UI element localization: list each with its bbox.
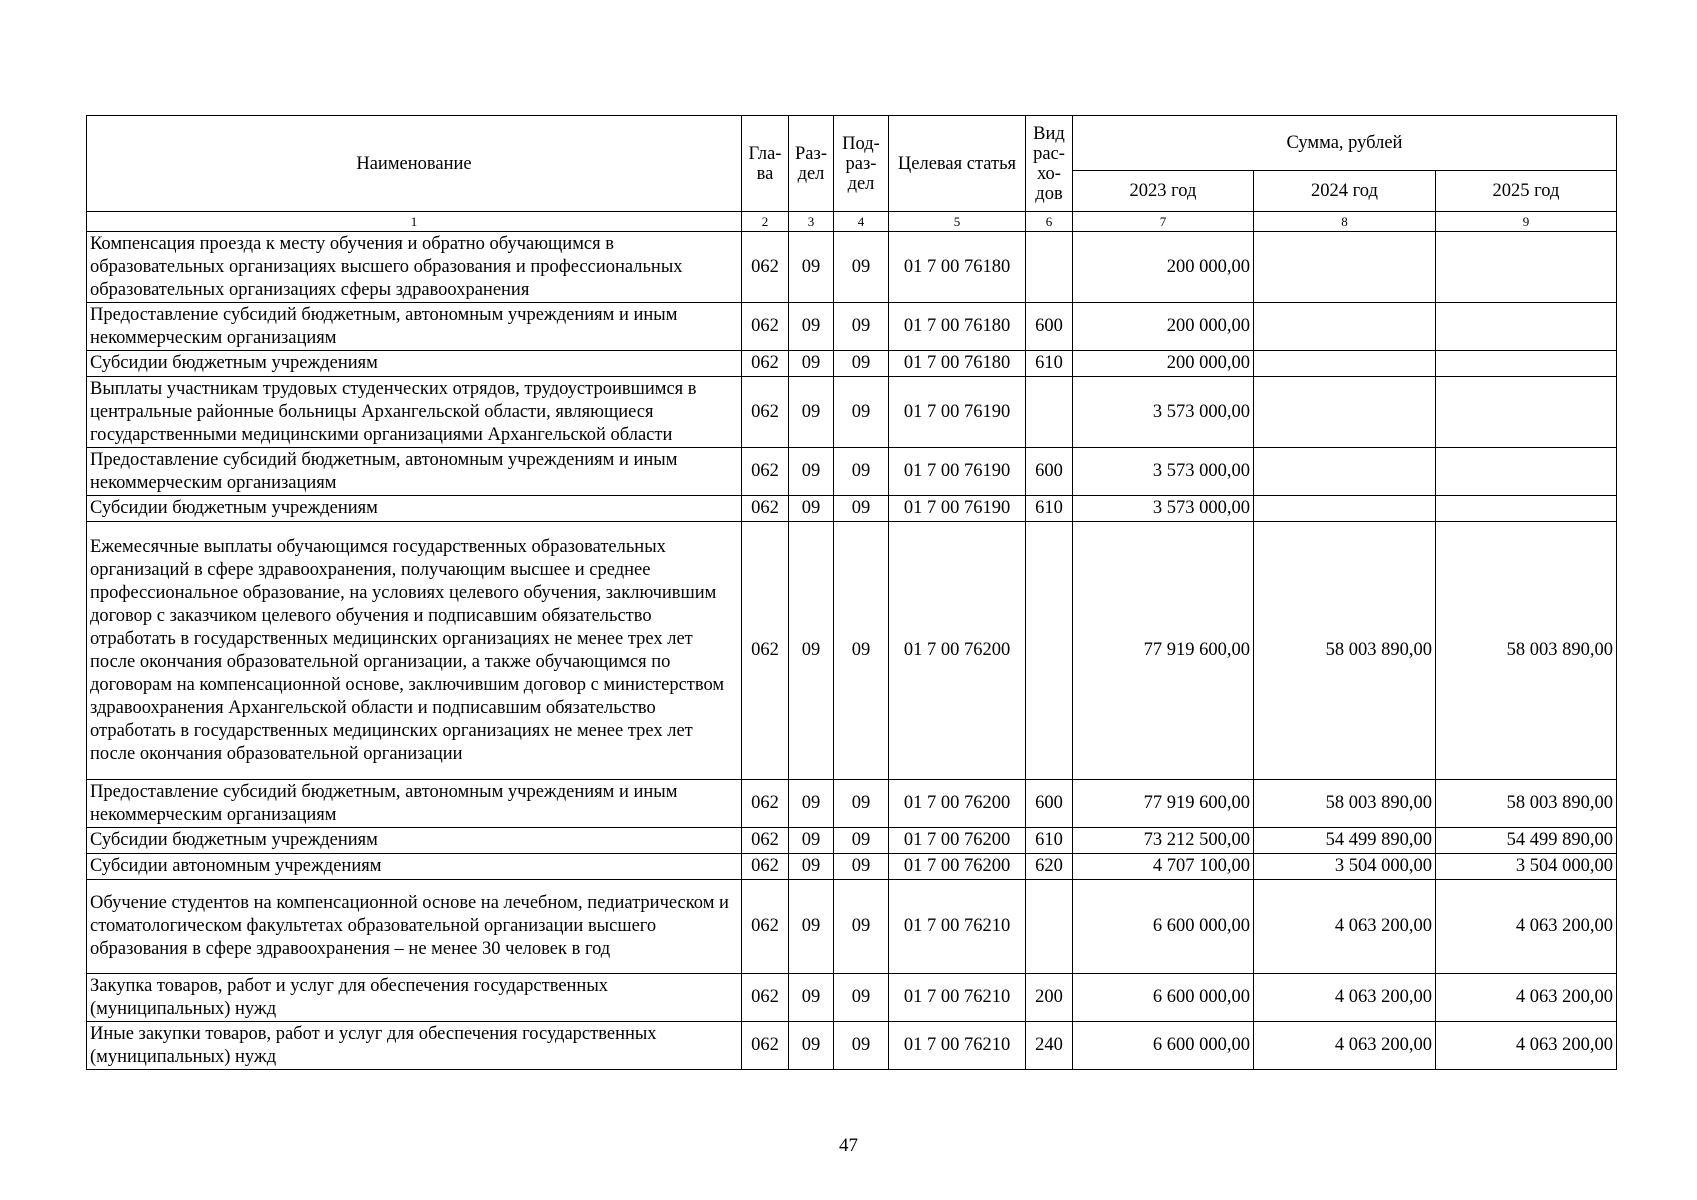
row-amount-2023: 4 707 100,00 bbox=[1073, 854, 1254, 880]
row-target-article: 01 7 00 76200 bbox=[889, 854, 1026, 880]
header-target-article-label: Целевая статья bbox=[897, 153, 1017, 174]
column-number: 8 bbox=[1254, 212, 1436, 232]
table-header bbox=[87, 116, 1617, 232]
row-expense-type: 610 bbox=[1026, 828, 1073, 854]
row-chapter: 062 bbox=[742, 496, 789, 522]
column-number: 7 bbox=[1073, 212, 1254, 232]
row-amount-2024 bbox=[1254, 303, 1436, 351]
row-amount-2023: 6 600 000,00 bbox=[1073, 1022, 1254, 1070]
row-target-article: 01 7 00 76200 bbox=[889, 522, 1026, 780]
row-target-article: 01 7 00 76200 bbox=[889, 828, 1026, 854]
row-subsection: 09 bbox=[834, 351, 889, 377]
row-subsection: 09 bbox=[834, 448, 889, 496]
row-target-article: 01 7 00 76180 bbox=[889, 232, 1026, 303]
table-row bbox=[87, 232, 1617, 303]
row-amount-2024 bbox=[1254, 351, 1436, 377]
row-amount-2023: 77 919 600,00 bbox=[1073, 522, 1254, 780]
row-section: 09 bbox=[789, 522, 834, 780]
row-expense-type: 240 bbox=[1026, 1022, 1073, 1070]
table-row bbox=[87, 780, 1617, 828]
row-name: Субсидии бюджетным учреждениям bbox=[87, 828, 742, 854]
row-amount-2025 bbox=[1436, 496, 1617, 522]
row-name: Обучение студентов на компенсационной основе на лечебном, педиатрическом и стоматологическом факультетах образовательной организации высшего образования в сфере здравоохранения – не менее 30 человек в год bbox=[87, 880, 742, 974]
header-name: Наименование bbox=[87, 116, 742, 212]
header-expense-type bbox=[1026, 116, 1073, 212]
column-number: 3 bbox=[789, 212, 834, 232]
row-section: 09 bbox=[789, 377, 834, 448]
row-section: 09 bbox=[789, 828, 834, 854]
row-expense-type bbox=[1026, 377, 1073, 448]
row-chapter: 062 bbox=[742, 1022, 789, 1070]
row-amount-2024: 4 063 200,00 bbox=[1254, 880, 1436, 974]
row-subsection: 09 bbox=[834, 828, 889, 854]
row-chapter: 062 bbox=[742, 522, 789, 780]
row-expense-type bbox=[1026, 880, 1073, 974]
row-section: 09 bbox=[789, 303, 834, 351]
row-name: Субсидии бюджетным учреждениям bbox=[87, 496, 742, 522]
row-section: 09 bbox=[789, 854, 834, 880]
row-subsection: 09 bbox=[834, 854, 889, 880]
row-amount-2024: 4 063 200,00 bbox=[1254, 974, 1436, 1022]
row-subsection: 09 bbox=[834, 232, 889, 303]
row-chapter: 062 bbox=[742, 780, 789, 828]
row-amount-2025 bbox=[1436, 448, 1617, 496]
row-name: Компенсация проезда к месту обучения и обратно обучающимся в образовательных организациях высшего образования и профессиональных образовательных организациях сферы здравоохранения bbox=[87, 232, 742, 303]
table-row bbox=[87, 828, 1617, 854]
row-chapter: 062 bbox=[742, 974, 789, 1022]
row-name: Ежемесячные выплаты обучающимся государственных образовательных организаций в сфере здравоохранения, получающим высшее и среднее профессиональное образование, на условиях целевого обучения, заключившим договор с заказчиком целевого обучения и подписавшим обязательство отработать в государственных медицинских организациях не менее трех лет после окончания образовательной организации, а также обучающимся по договорам на компенсационной основе, заключившим договор с министерством здравоохранения Архангельской области и подписавшим обязательство отработать в государственных медицинских организациях не менее трех лет после окончания образовательной организации bbox=[87, 522, 742, 780]
row-name: Предоставление субсидий бюджетным, автономным учреждениям и иным некоммерческим организациям bbox=[87, 448, 742, 496]
row-amount-2024 bbox=[1254, 448, 1436, 496]
row-amount-2024: 58 003 890,00 bbox=[1254, 780, 1436, 828]
row-target-article: 01 7 00 76190 bbox=[889, 448, 1026, 496]
row-section: 09 bbox=[789, 1022, 834, 1070]
table-row bbox=[87, 880, 1617, 974]
table-row bbox=[87, 448, 1617, 496]
row-name: Субсидии бюджетным учреждениям bbox=[87, 351, 742, 377]
row-target-article: 01 7 00 76190 bbox=[889, 377, 1026, 448]
row-amount-2024 bbox=[1254, 232, 1436, 303]
row-name: Закупка товаров, работ и услуг для обеспечения государственных (муниципальных) нужд bbox=[87, 974, 742, 1022]
table-row bbox=[87, 351, 1617, 377]
row-target-article: 01 7 00 76180 bbox=[889, 303, 1026, 351]
header-row bbox=[87, 116, 1617, 171]
table-row bbox=[87, 1022, 1617, 1070]
row-amount-2025: 4 063 200,00 bbox=[1436, 974, 1617, 1022]
row-expense-type: 200 bbox=[1026, 974, 1073, 1022]
row-target-article: 01 7 00 76180 bbox=[889, 351, 1026, 377]
row-amount-2023: 77 919 600,00 bbox=[1073, 780, 1254, 828]
row-name: Предоставление субсидий бюджетным, автономным учреждениям и иным некоммерческим организациям bbox=[87, 303, 742, 351]
row-amount-2023: 6 600 000,00 bbox=[1073, 974, 1254, 1022]
row-expense-type: 620 bbox=[1026, 854, 1073, 880]
column-number: 6 bbox=[1026, 212, 1073, 232]
header-section-label: Раз-дел bbox=[795, 143, 827, 184]
row-amount-2024 bbox=[1254, 496, 1436, 522]
table-row bbox=[87, 303, 1617, 351]
row-chapter: 062 bbox=[742, 351, 789, 377]
row-section: 09 bbox=[789, 880, 834, 974]
row-section: 09 bbox=[789, 448, 834, 496]
row-amount-2023: 6 600 000,00 bbox=[1073, 880, 1254, 974]
table-row bbox=[87, 522, 1617, 780]
page-number: 47 bbox=[839, 1135, 858, 1156]
row-amount-2023: 200 000,00 bbox=[1073, 351, 1254, 377]
row-amount-2023: 3 573 000,00 bbox=[1073, 496, 1254, 522]
row-amount-2024: 3 504 000,00 bbox=[1254, 854, 1436, 880]
table-row bbox=[87, 974, 1617, 1022]
row-amount-2023: 3 573 000,00 bbox=[1073, 377, 1254, 448]
row-target-article: 01 7 00 76210 bbox=[889, 974, 1026, 1022]
row-subsection: 09 bbox=[834, 377, 889, 448]
row-amount-2023: 200 000,00 bbox=[1073, 232, 1254, 303]
row-section: 09 bbox=[789, 496, 834, 522]
row-section: 09 bbox=[789, 232, 834, 303]
header-year-2024: 2024 год bbox=[1254, 171, 1436, 212]
row-expense-type: 610 bbox=[1026, 496, 1073, 522]
table-body bbox=[87, 232, 1617, 1070]
row-subsection: 09 bbox=[834, 880, 889, 974]
row-amount-2025: 54 499 890,00 bbox=[1436, 828, 1617, 854]
table-row bbox=[87, 496, 1617, 522]
row-subsection: 09 bbox=[834, 303, 889, 351]
table-row bbox=[87, 377, 1617, 448]
row-chapter: 062 bbox=[742, 232, 789, 303]
row-amount-2024 bbox=[1254, 377, 1436, 448]
row-amount-2025 bbox=[1436, 377, 1617, 448]
row-amount-2025 bbox=[1436, 351, 1617, 377]
row-amount-2025 bbox=[1436, 232, 1617, 303]
header-year-2023: 2023 год bbox=[1073, 171, 1254, 212]
row-expense-type bbox=[1026, 232, 1073, 303]
row-name: Предоставление субсидий бюджетным, автономным учреждениям и иным некоммерческим организациям bbox=[87, 780, 742, 828]
row-subsection: 09 bbox=[834, 974, 889, 1022]
column-number: 5 bbox=[889, 212, 1026, 232]
header-subsection bbox=[834, 116, 889, 212]
row-target-article: 01 7 00 76190 bbox=[889, 496, 1026, 522]
row-chapter: 062 bbox=[742, 880, 789, 974]
row-amount-2023: 3 573 000,00 bbox=[1073, 448, 1254, 496]
row-amount-2025: 58 003 890,00 bbox=[1436, 780, 1617, 828]
header-section bbox=[789, 116, 834, 212]
header-chapter bbox=[742, 116, 789, 212]
row-subsection: 09 bbox=[834, 780, 889, 828]
row-expense-type: 610 bbox=[1026, 351, 1073, 377]
header-subsection-label: Под-раз-дел bbox=[842, 133, 880, 194]
row-amount-2025: 4 063 200,00 bbox=[1436, 880, 1617, 974]
column-number: 9 bbox=[1436, 212, 1617, 232]
row-subsection: 09 bbox=[834, 496, 889, 522]
column-number: 2 bbox=[742, 212, 789, 232]
row-section: 09 bbox=[789, 780, 834, 828]
row-name: Иные закупки товаров, работ и услуг для обеспечения государственных (муниципальных) нужд bbox=[87, 1022, 742, 1070]
row-target-article: 01 7 00 76200 bbox=[889, 780, 1026, 828]
row-chapter: 062 bbox=[742, 448, 789, 496]
row-amount-2024: 58 003 890,00 bbox=[1254, 522, 1436, 780]
row-section: 09 bbox=[789, 974, 834, 1022]
row-amount-2023: 200 000,00 bbox=[1073, 303, 1254, 351]
row-section: 09 bbox=[789, 351, 834, 377]
row-amount-2023: 73 212 500,00 bbox=[1073, 828, 1254, 854]
header-year-2025: 2025 год bbox=[1436, 171, 1617, 212]
header-sum: Сумма, рублей bbox=[1073, 116, 1617, 171]
header-chapter-label: Гла-ва bbox=[748, 143, 782, 184]
row-target-article: 01 7 00 76210 bbox=[889, 1022, 1026, 1070]
row-expense-type: 600 bbox=[1026, 448, 1073, 496]
row-chapter: 062 bbox=[742, 854, 789, 880]
column-number-row bbox=[87, 212, 1617, 232]
row-amount-2025: 3 504 000,00 bbox=[1436, 854, 1617, 880]
column-number: 1 bbox=[87, 212, 742, 232]
row-chapter: 062 bbox=[742, 377, 789, 448]
table-row bbox=[87, 854, 1617, 880]
row-expense-type bbox=[1026, 522, 1073, 780]
header-expense-type-label: Вид рас-хо-дов bbox=[1033, 123, 1065, 204]
row-chapter: 062 bbox=[742, 303, 789, 351]
row-chapter: 062 bbox=[742, 828, 789, 854]
budget-table bbox=[86, 115, 1617, 1070]
column-number: 4 bbox=[834, 212, 889, 232]
row-amount-2024: 54 499 890,00 bbox=[1254, 828, 1436, 854]
row-subsection: 09 bbox=[834, 1022, 889, 1070]
row-amount-2025: 4 063 200,00 bbox=[1436, 1022, 1617, 1070]
row-name: Выплаты участникам трудовых студенческих отрядов, трудоустроившимся в центральные районные больницы Архангельской области, являющиеся государственными медицинскими организациями Архангельской области bbox=[87, 377, 742, 448]
row-amount-2025 bbox=[1436, 303, 1617, 351]
row-amount-2025: 58 003 890,00 bbox=[1436, 522, 1617, 780]
row-expense-type: 600 bbox=[1026, 303, 1073, 351]
row-subsection: 09 bbox=[834, 522, 889, 780]
row-target-article: 01 7 00 76210 bbox=[889, 880, 1026, 974]
row-amount-2024: 4 063 200,00 bbox=[1254, 1022, 1436, 1070]
row-name: Субсидии автономным учреждениям bbox=[87, 854, 742, 880]
row-expense-type: 600 bbox=[1026, 780, 1073, 828]
header-target-article bbox=[889, 116, 1026, 212]
